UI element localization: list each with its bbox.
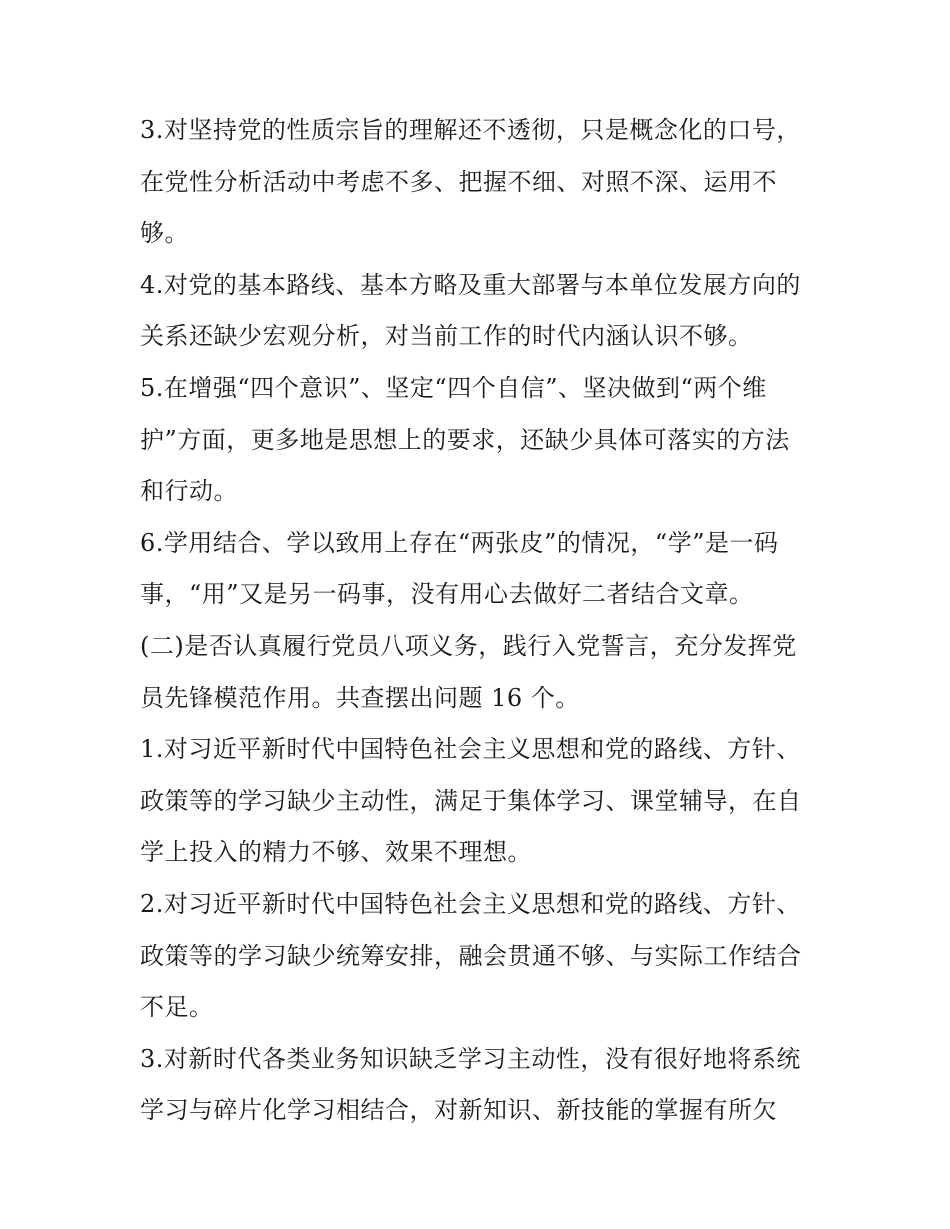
text-line: 2.对习近平新时代中国特色社会主义思想和党的路线、方针、 <box>140 889 801 918</box>
text-line: 不足。 <box>140 993 214 1022</box>
section-heading-line: (二)是否认真履行党员八项义务，践行入党誓言，充分发挥党 <box>140 631 797 660</box>
text-line: 学上投入的精力不够、效果不理想。 <box>140 838 532 867</box>
text-line: 3.对坚持党的性质宗旨的理解还不透彻，只是概念化的口号， <box>140 116 801 144</box>
text-line: 护”方面，更多地是思想上的要求，还缺少具体可落实的方法 <box>140 425 790 454</box>
text-line: 关系还缺少宏观分析，对当前工作的时代内涵认识不够。 <box>140 322 753 351</box>
text-line: 和行动。 <box>140 477 238 506</box>
text-line: 事，“用”又是另一码事，没有用心去做好二者结合文章。 <box>140 580 754 609</box>
text-line: 5.在增强“四个意识”、坚定“四个自信”、坚决做到“两个维 <box>140 373 767 402</box>
text-line: 学习与碎片化学习相结合，对新知识、新技能的掌握有所欠 <box>140 1096 777 1125</box>
section-heading-line: 员先锋模范作用。共查摆出问题 16 个。 <box>140 683 580 712</box>
text-line: 6.学用结合、学以致用上存在“两张皮”的情况，“学”是一码 <box>140 528 779 557</box>
text-line: 4.对党的基本路线、基本方略及重大部署与本单位发展方向的 <box>140 270 801 299</box>
text-line: 1.对习近平新时代中国特色社会主义思想和党的路线、方针、 <box>140 735 801 764</box>
text-line: 政策等的学习缺少主动性，满足于集体学习、课堂辅导，在自 <box>140 786 802 815</box>
text-line: 够。 <box>140 219 189 248</box>
text-line: 在党性分析活动中考虑不多、把握不细、对照不深、运用不 <box>140 167 777 196</box>
text-line: 政策等的学习缺少统筹安排，融会贯通不够、与实际工作结合 <box>140 941 802 970</box>
document-body <box>140 105 820 1137</box>
text-line: 3.对新时代各类业务知识缺乏学习主动性，没有很好地将系统 <box>140 1044 801 1073</box>
